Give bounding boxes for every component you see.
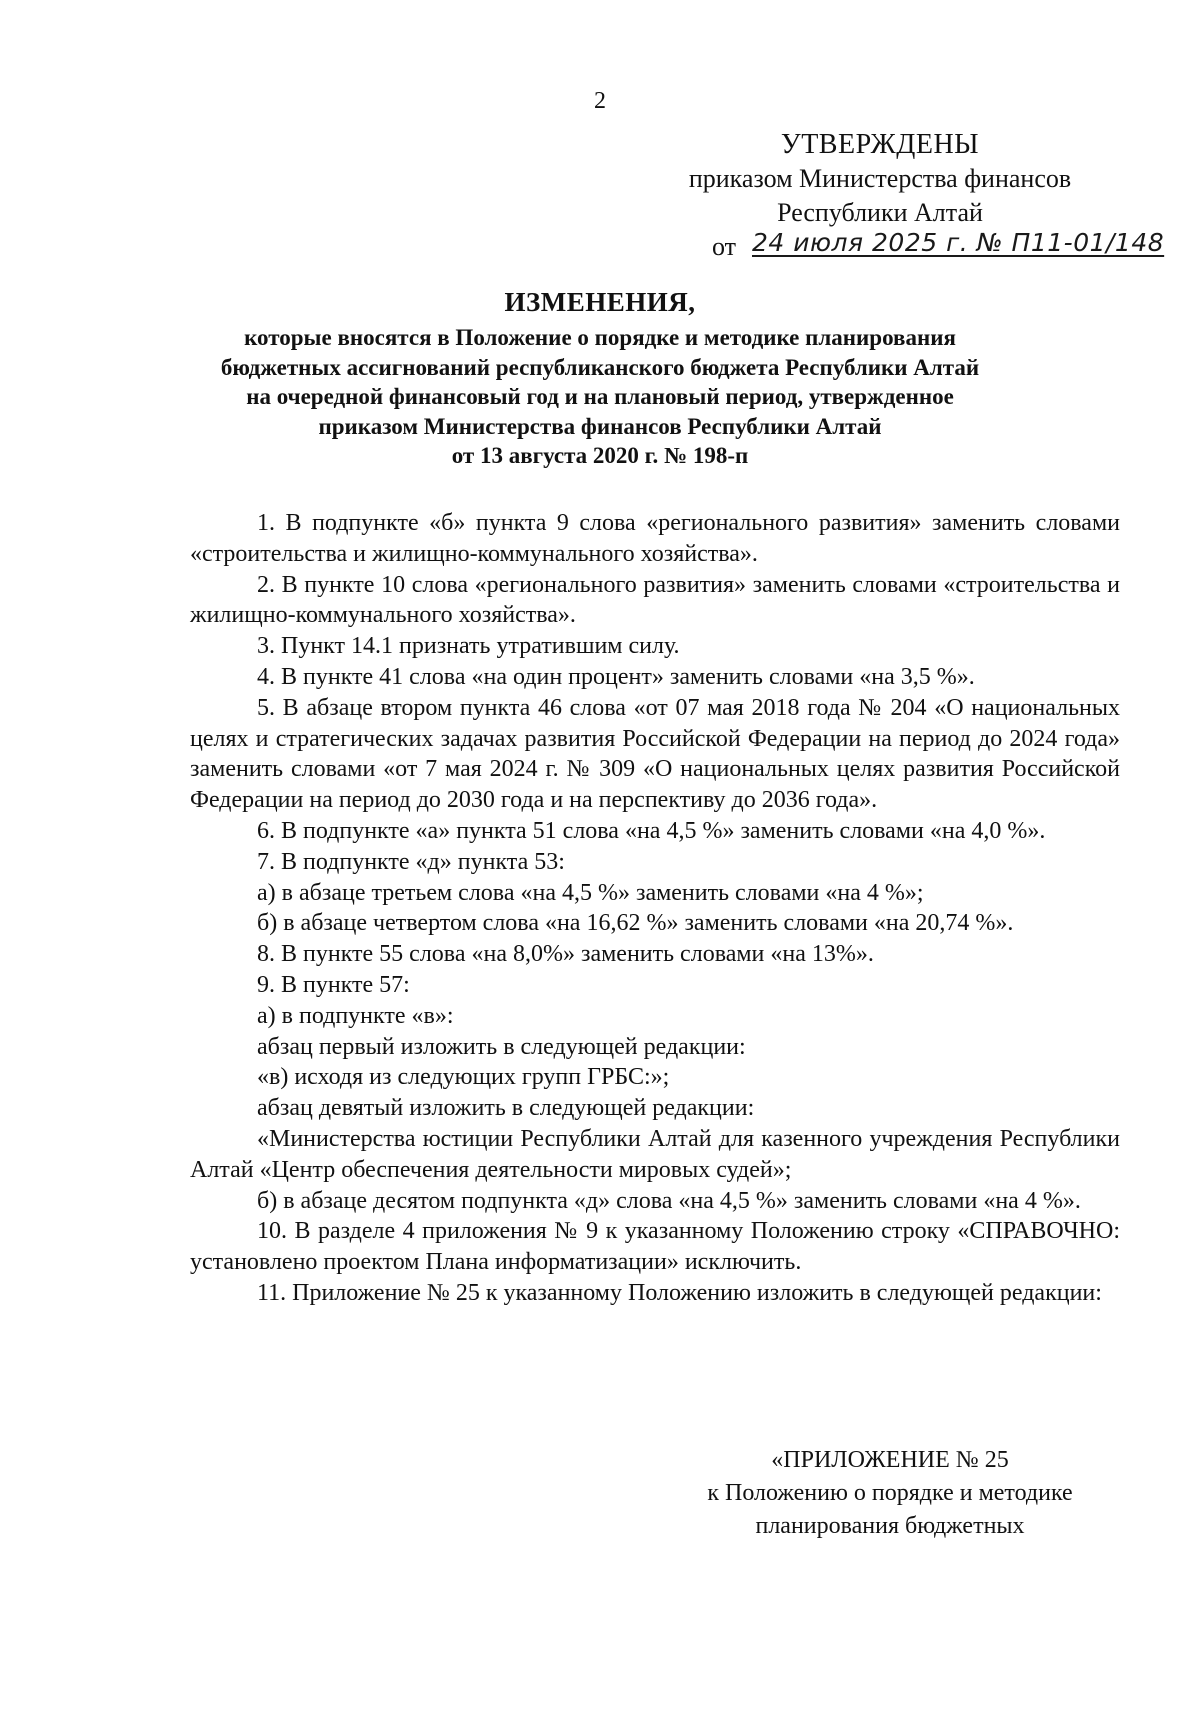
paragraph: абзац первый изложить в следующей редакции: [257, 1033, 746, 1060]
document-body [190, 508, 1120, 1309]
document-title: ИЗМЕНЕНИЯ, [504, 287, 696, 317]
subtitle-line: бюджетных ассигнований республиканского бюджета Республики Алтай [220, 354, 980, 380]
paragraph: б) в абзаце четвертом слова «на 16,62 %» заменить словами «на 20,74 %». [257, 910, 1014, 937]
paragraph: «в) исходя из следующих групп ГРБС:»; [257, 1064, 670, 1091]
paragraph: 7. В подпункте «д» пункта 53: [257, 848, 565, 875]
appendix-line: планирования бюджетных [755, 1513, 1025, 1539]
appendix-line: «ПРИЛОЖЕНИЕ № 25 [771, 1447, 1009, 1473]
paragraph: б) в абзаце десятом подпункта «д» слова «на 4,5 %» заменить словами «на 4 %». [257, 1187, 1081, 1214]
paragraph: а) в подпункте «в»: [257, 1002, 454, 1029]
paragraph: абзац девятый изложить в следующей редакции: [257, 1095, 755, 1122]
paragraph: 9. В пункте 57: [257, 971, 410, 998]
approval-line-2: Республики Алтай [777, 198, 983, 227]
date-prefix: от [712, 232, 737, 261]
document-subtitle [180, 323, 1020, 471]
paragraph: «Министерства юстиции Республики Алтай для казенного учреждения Республики Алтай «Центр обеспечения деятельности мировых судей»; [190, 1125, 1120, 1183]
subtitle-line: на очередной финансовый год и на плановый период, утвержденное [246, 384, 954, 409]
appendix-header [660, 1444, 1120, 1543]
page-number: 2 [594, 88, 606, 114]
subtitle-line: приказом Министерства финансов Республики Алтай [318, 413, 882, 439]
appendix-line: к Положению о порядке и методике [707, 1480, 1073, 1506]
paragraph: 4. В пункте 41 слова «на один процент» заменить словами «на 3,5 %». [257, 663, 975, 690]
paragraph: 3. Пункт 14.1 признать утратившим силу. [257, 633, 680, 660]
paragraph: 10. В разделе 4 приложения № 9 к указанному Положению строку «СПРАВОЧНО: установлено проектом Плана информатизации» исключить. [190, 1218, 1120, 1276]
approved-heading: УТВЕРЖДЕНЫ [780, 129, 980, 160]
approval-date-line [640, 228, 1165, 264]
paragraph: 6. В подпункте «а» пункта 51 слова «на 4,5 %» заменить словами «на 4,0 %». [257, 817, 1046, 844]
approval-line-1: приказом Министерства финансов [688, 164, 1072, 193]
paragraph: 5. В абзаце втором пункта 46 слова «от 07 мая 2018 года № 204 «О национальных целях и стратегических задачах развития Российской Федерации на период до 2024 года» заменить словами «от 7 мая 2024 г. № 309 «О национальных целях развития Российской Федерации на период до 2030 года и на перспективу до 2036 года». [190, 694, 1120, 814]
paragraph: 8. В пункте 55 слова «на 8,0%» заменить словами «на 13%». [257, 941, 874, 968]
paragraph: 11. Приложение № 25 к указанному Положению изложить в следующей редакции: [257, 1279, 1102, 1306]
paragraph: а) в абзаце третьем слова «на 4,5 %» заменить словами «на 4 %»; [257, 879, 924, 906]
paragraph: 1. В подпункте «б» пункта 9 слова «регионального развития» заменить словами «строительства и жилищно-коммунального хозяйства». [190, 510, 1120, 567]
paragraph: 2. В пункте 10 слова «регионального развития» заменить словами «строительства и жилищно-коммунального хозяйства». [190, 571, 1120, 629]
subtitle-line: которые вносятся в Положение о порядке и методике планирования [244, 325, 956, 350]
subtitle-line: от 13 августа 2020 г. № 198-п [451, 443, 749, 468]
approval-stamp [640, 128, 1165, 264]
handwritten-date-signature: 24 июля 2025 г. № П11-01/148 [752, 228, 1165, 257]
